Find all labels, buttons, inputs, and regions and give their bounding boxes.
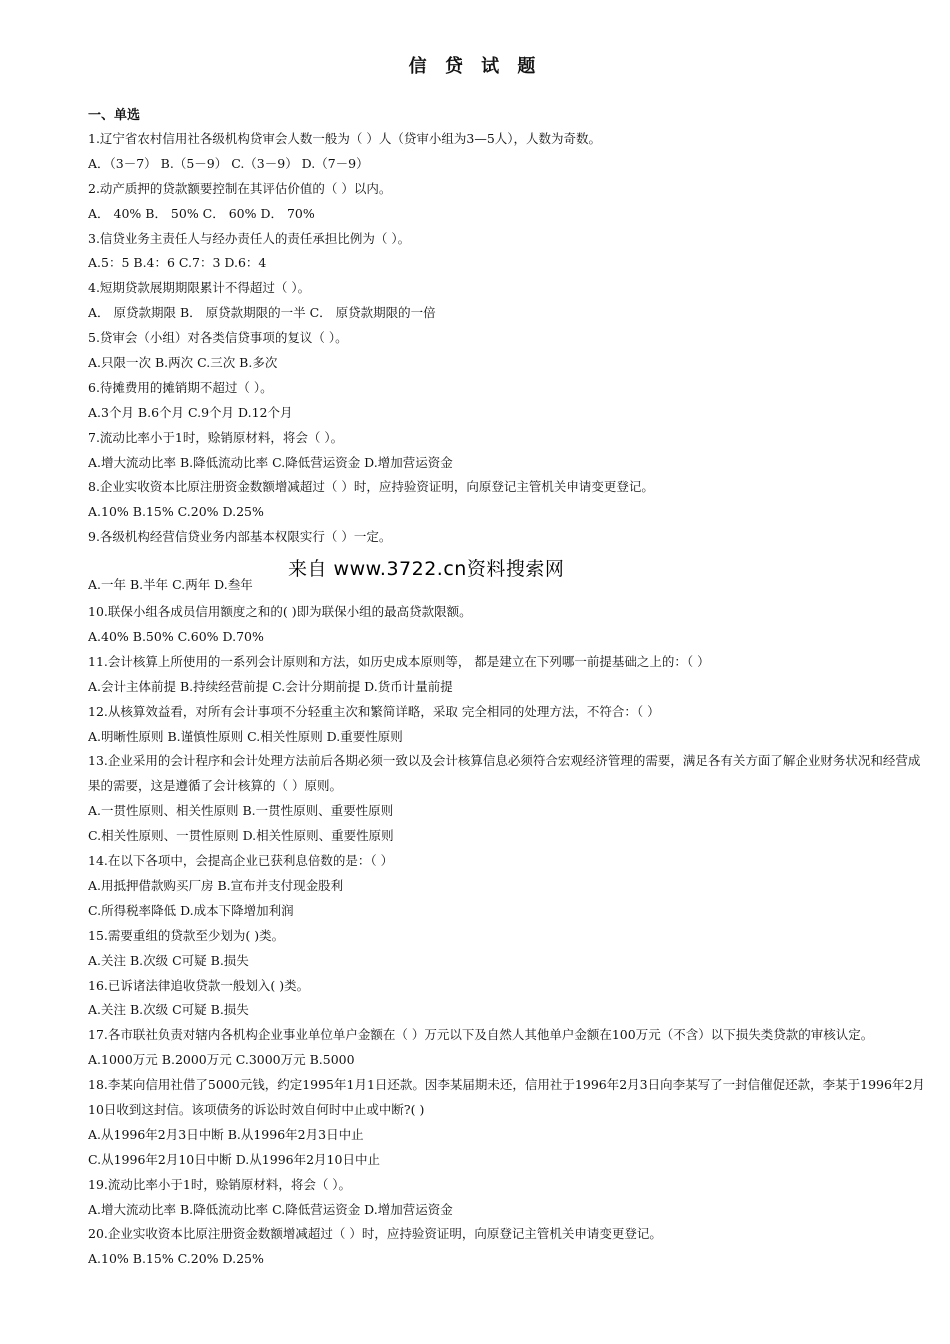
question-line: 5.贷审会（小组）对各类信贷事项的复议（ ）。 [88, 330, 348, 346]
answer-options: A.关注 B.次级 C可疑 B.损失 [88, 1002, 249, 1018]
question-line: 3.信贷业务主责任人与经办责任人的责任承担比例为（ ）。 [88, 230, 411, 246]
question-line: 18.李某向信用社借了5000元钱，约定1995年1月1日还款。因李某届期未还，信用社于1996年2月3日向李某写了一封信催促还款，李某于1996年2月10日收到这封信。该项债务的诉讼时效自何时中止或中断?( ) [88, 1077, 925, 1118]
question-line: 4.短期贷款展期期限累计不得超过（ ）。 [88, 280, 311, 296]
question-line: 12.从核算效益看，对所有会计事项不分轻重主次和繁简详略，采取 完全相同的处理方法，不符合：（ ） [88, 703, 660, 719]
question-line: 6.待摊费用的摊销期不超过（ ）。 [88, 379, 273, 395]
question-line: 13.企业采用的会计程序和会计处理方法前后各期必须一致以及会计核算信息必须符合宏观经济管理的需要，满足各有关方面了解企业财务状况和经营成果的需要，这是遵循了会计核算的（ ）原则。 [88, 753, 921, 794]
answer-options: A.增大流动比率 B.降低流动比率 C.降低营运资金 D.增加营运资金 [88, 454, 453, 470]
watermark-text: 来自 www.3722.cn资料搜索网 [288, 558, 565, 581]
answer-options: A.40% B.50% C.60% D.70% [88, 629, 264, 645]
question-line: 10.联保小组各成员信用额度之和的( )即为联保小组的最高贷款限额。 [88, 604, 472, 620]
answer-options: A.一贯性原则、相关性原则 B.一贯性原则、重要性原则 [88, 803, 394, 819]
page-title: 信 贷 试 题 [408, 56, 542, 77]
question-line: 1.辽宁省农村信用社各级机构贷审会人数一般为（ ）人（贷审小组为3—5人），人数为奇数。 [88, 131, 602, 146]
answer-options: A.10% B.15% C.20% D.25% [88, 1251, 264, 1267]
answer-options: A.3个月 B.6个月 C.9个月 D.12个月 [88, 404, 293, 420]
answer-options: A．（3－7） B.（5－9） C.（3－9） D.（7－9） [88, 155, 369, 171]
question-line: 8.企业实收资本比原注册资金数额增减超过（ ）时，应持验资证明，向原登记主管机关申请变更登记。 [88, 479, 654, 495]
answer-options: A.一年 B.半年 C.两年 D.叁年 [88, 577, 253, 593]
answer-options: A.关注 B.次级 C可疑 B.损失 [88, 952, 249, 968]
question-line: 11.会计核算上所使用的一系列会计原则和方法，如历史成本原则等， 都是建立在下列哪一前提基础之上的：（ ） [88, 653, 710, 669]
answer-options: C.相关性原则、一贯性原则 D.相关性原则、重要性原则 [88, 828, 394, 844]
question-line: 19.流动比率小于1时，赊销原材料，将会（ ）。 [88, 1176, 352, 1192]
answer-options: C.从1996年2月10日中断 D.从1996年2月10日中止 [88, 1151, 380, 1167]
question-line: 16.已诉诸法律追收贷款一般划入( )类。 [88, 977, 310, 993]
answer-options: A． 40% B． 50% C． 60% D． 70% [88, 205, 315, 221]
answer-options: A.5：5 B.4：6 C.7：3 D.6：4 [88, 255, 267, 271]
question-list [88, 127, 930, 1272]
answer-options: C.所得税率降低 D.成本下降增加利润 [88, 902, 294, 918]
answer-options: A.10% B.15% C.20% D.25% [88, 504, 264, 520]
question-line: 9.各级机构经营信贷业务内部基本权限实行（ ）一定。 [88, 529, 392, 545]
answer-options: A.明晰性原则 B.谨慎性原则 C.相关性原则 D.重要性原则 [88, 728, 403, 744]
question-line: 17.各市联社负责对辖内各机构企业事业单位单户金额在（ ）万元以下及自然人其他单户金额在100万元（不含）以下损失类贷款的审核认定。 [88, 1027, 874, 1043]
answer-options: A． 原贷款期限 B． 原贷款期限的一半 C． 原贷款期限的一倍 [88, 305, 436, 321]
answer-options: A.从1996年2月3日中断 B.从1996年2月3日中止 [88, 1126, 364, 1142]
answer-options: A.会计主体前提 B.持续经营前提 C.会计分期前提 D.货币计量前提 [88, 678, 453, 694]
watermark-row [88, 550, 930, 600]
question-line: 15.需要重组的贷款至少划为( )类。 [88, 927, 285, 943]
answer-options: A.1000万元 B.2000万元 C.3000万元 B.5000 [88, 1052, 355, 1068]
answer-options: A.增大流动比率 B.降低流动比率 C.降低营运资金 D.增加营运资金 [88, 1201, 453, 1217]
question-line: 7.流动比率小于1时，赊销原材料，将会（ ）。 [88, 429, 344, 445]
section-heading: 一、单选 [88, 108, 141, 123]
question-line: 2.动产质押的贷款额要控制在其评估价值的（ ）以内。 [88, 180, 392, 196]
answer-options: A.只限一次 B.两次 C.三次 B.多次 [88, 355, 278, 371]
question-line: 14.在以下各项中，会提高企业已获利息倍数的是：（ ） [88, 853, 394, 869]
answer-options: A.用抵押借款购买厂房 B.宣布并支付现金股利 [88, 877, 344, 893]
question-line: 20.企业实收资本比原注册资金数额增减超过（ ）时，应持验资证明，向原登记主管机关申请变更登记。 [88, 1226, 662, 1242]
